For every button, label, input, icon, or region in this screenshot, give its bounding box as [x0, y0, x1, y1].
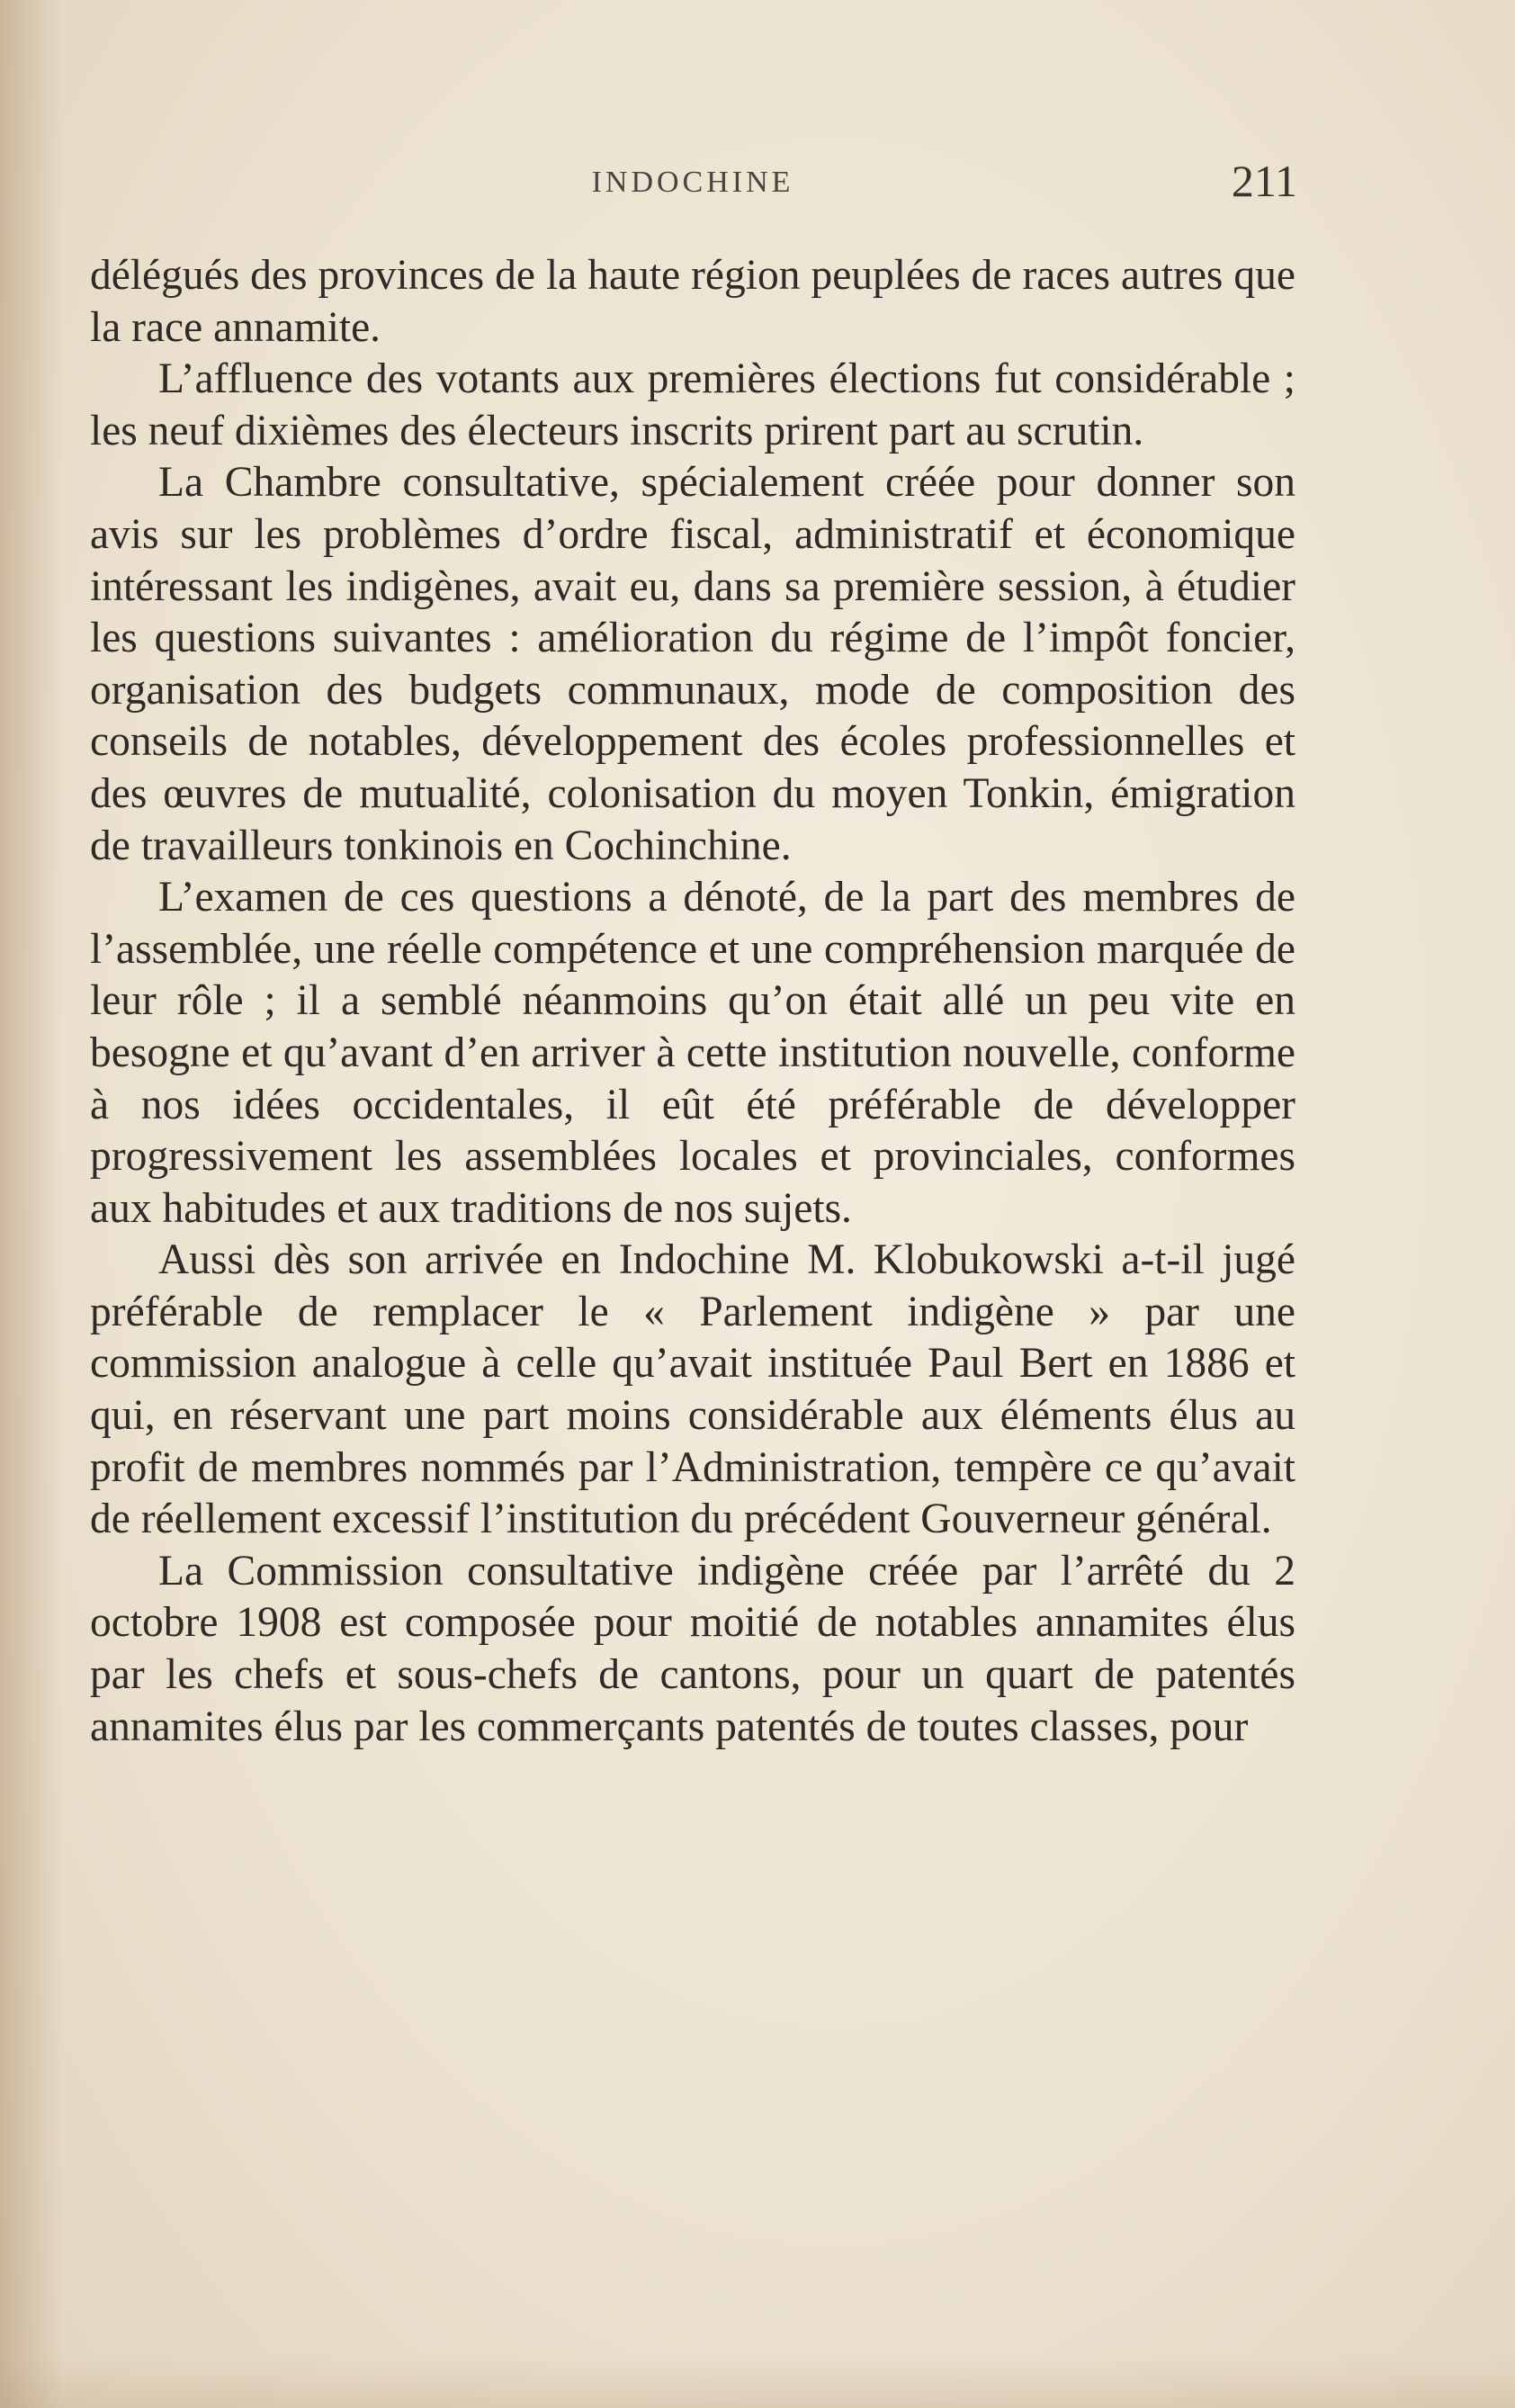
body-text [90, 250, 1295, 1753]
page-left-shadow [0, 0, 63, 2408]
page-bottom-shadow [0, 2354, 1515, 2408]
paragraph-4: L’examen de ces questions a dénoté, de la part des membres de l’assemblée, une réelle compétence et une compréhension marquée de leur rôle ; il a semblé néanmoins qu’on était allé un peu vite en besogne et qu’avant d’en arriver à cette institution nouvelle, conforme à nos idées occidentales, il eût été préférable de développer progressivement les assemblées locales et provinciales, conformes aux habitudes et aux traditions de nos sujets. [90, 874, 1295, 1232]
paragraph-5: Aussi dès son arrivée en Indochine M. Klobukowski a-t-il jugé préférable de remplacer le « Parlement indigène » par une commission analogue à celle qu’avait instituée Paul Bert en 1886 et qui, en réservant une part moins considérable aux éléments élus au profit de membres nommés par l’Administration, tempère ce qu’avait de réellement excessif l’institution du précédent Gouverneur général. [90, 1236, 1295, 1543]
paragraph-1: délégués des provinces de la haute région peuplées de races autres que la race annamite. [90, 252, 1295, 351]
running-title: INDOCHINE [591, 166, 794, 199]
paragraph-6: La Commission consultative indigène créée par l’arrêté du 2 octobre 1908 est composée pour moitié de notables annamites élus par les chefs et sous-chefs de cantons, pour un quart de patentés annamites élus par les commerçants patentés de toutes classes, pour [90, 1547, 1295, 1750]
page-header [90, 155, 1295, 209]
page-number: 211 [1231, 156, 1297, 206]
paragraph-3: La Chambre consultative, spécialement créée pour donner son avis sur les problèmes d’ordre fiscal, administratif et économique intéressant les indigènes, avait eu, dans sa première session, à étudier les questions suivantes : amélioration du régime de l’impôt foncier, organisation des budgets communaux, mode de composition des conseils de notables, développement des écoles professionnelles et des œuvres de mutualité, colonisation du moyen Tonkin, émigration de travailleurs tonkinois en Cochinchine. [90, 459, 1295, 869]
paragraph-2: L’affluence des votants aux premières élections fut considérable ; les neuf dixièmes des électeurs inscrits prirent part au scrutin. [90, 355, 1295, 454]
